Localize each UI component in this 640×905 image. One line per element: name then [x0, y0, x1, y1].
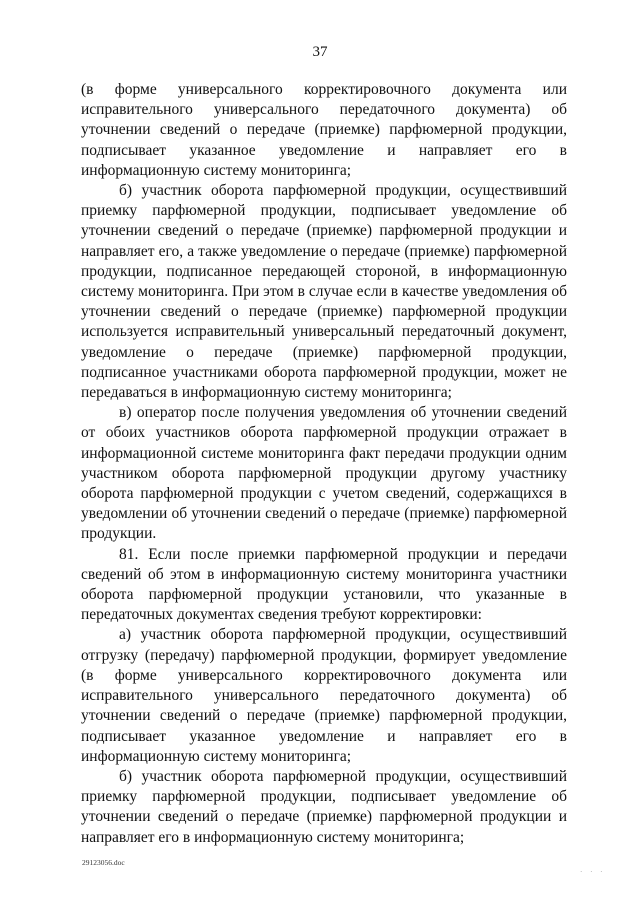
paragraph-continuation: (в форме универсального корректировочного документа или исправительного универсального передаточного документа) об уточнении сведений о передаче (приемке) парфюмерной продукции, подписывает указанное уведомление и направляет его в информационную систему мониторинга; [81, 81, 567, 179]
document-body [81, 80, 567, 848]
footer-doc-code: 29123056.doc [82, 858, 125, 867]
paragraph-item-b-acceptance-2: б) участник оборота парфюмерной продукции, осуществивший приемку парфюмерной продукции, подписывает уведомление об уточнении сведений о передаче (приемке) парфюмерной продукции и направляет его в информационную систему мониторинга; [81, 767, 567, 846]
scan-artifact-dots-icon: · · · [580, 868, 606, 876]
page-number: 37 [312, 44, 328, 60]
paragraph-item-v-operator: в) оператор после получения уведомления об уточнении сведений от обоих участников оборота парфюмерной продукции отражает в информационной системе мониторинга факт передачи продукции одним участником оборота парфюмерной продукции другому участнику оборота парфюмерной продукции с учетом сведений, содержащихся в уведомлении об уточнении сведений о передаче (приемке) парфюмерной продукции. [81, 404, 567, 543]
paragraph-item-b-acceptance: б) участник оборота парфюмерной продукции, осуществивший приемку парфюмерной продукции, подписывает уведомление об уточнении сведений о передаче (приемке) парфюмерной продукции и направляет его, а также уведомление о передаче (приемке) парфюмерной продукции, подписанное передающей стороной, в информационную систему мониторинга. При этом в случае если в качестве уведомления об уточнении сведений о передаче (приемке) парфюмерной продукции используется исправительный универсальный передаточный документ, уведомление о передаче (приемке) парфюмерной продукции, подписанное участниками оборота парфюмерной продукции, может не передаваться в информационную систему мониторинга; [81, 182, 567, 402]
paragraph-item-a-shipment: а) участник оборота парфюмерной продукции, осуществивший отгрузку (передачу) парфюмерной продукции, формирует уведомление (в форме универсального корректировочного документа или исправительного универсального передаточного документа) об уточнении сведений о передаче (приемке) парфюмерной продукции, подписывает указанное уведомление и направляет его в информационную систему мониторинга; [81, 626, 567, 765]
paragraph-clause-81: 81. Если после приемки парфюмерной продукции и передачи сведений об этом в информационную систему мониторинга участники оборота парфюмерной продукции установили, что указанные в передаточных документах сведения требуют корректировки: [81, 545, 567, 624]
